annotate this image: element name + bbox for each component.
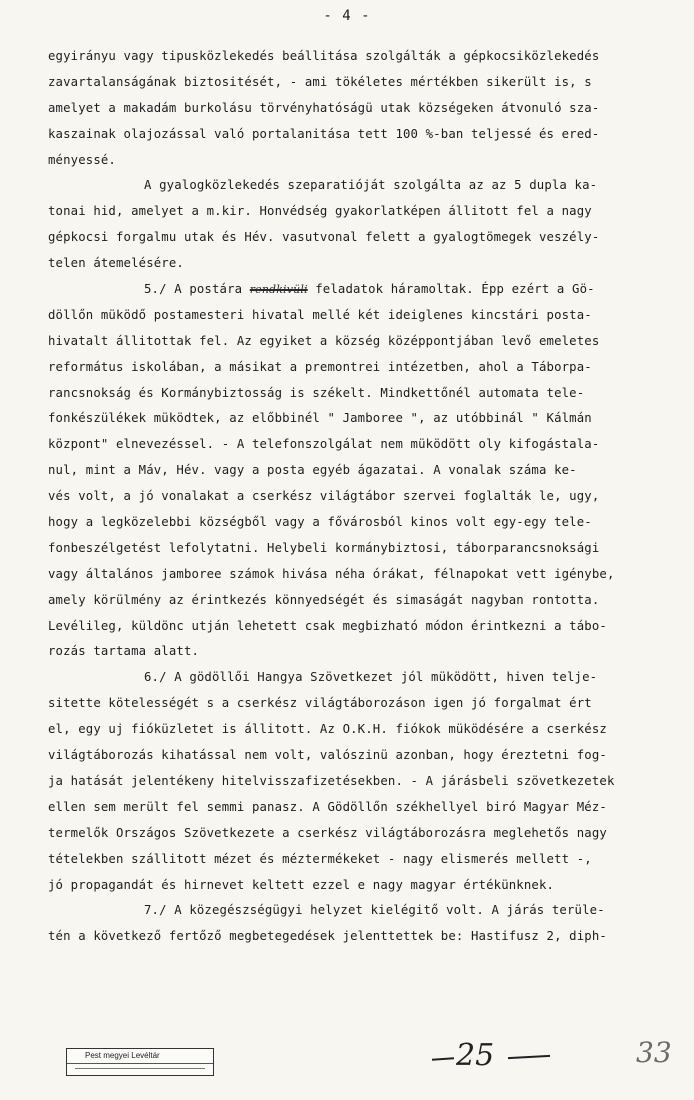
text-line: vagy általános jamboree számok hivása néha órákat, félnapokat vett igénybe, [48, 566, 615, 581]
handwritten-dash [508, 1055, 550, 1059]
handwritten-page-number: 25 [456, 1038, 495, 1073]
folio-number: 33 [636, 1036, 672, 1069]
text-line: zavartalanságának biztositését, - ami tökéletes mértékben sikerült is, s [48, 74, 592, 89]
text-fragment: 5./ A postára [144, 282, 250, 297]
text-line: jó propagandát és hirnevet keltett ezzel e nagy magyar értékünknek. [48, 877, 555, 892]
paragraph-start-line: 7./ A közegészségügyi helyzet kielégitő volt. A járás terüle- [144, 903, 605, 918]
text-line: Levélileg, küldönc utján lehetett csak megbizható módon érintkezni a tábo- [48, 618, 607, 633]
text-line: tén a következő fertőző megbetegedések jelenttettek be: Hastifusz 2, diph- [48, 929, 607, 944]
text-line: központ" elnevezéssel. - A telefonszolgálat nem müködött oly kifogástala- [48, 437, 600, 452]
text-line: amelyet a makadám burkolásu törvényhatóságü utak községeken átvonuló sza- [48, 100, 600, 115]
text-line: vés volt, a jó vonalakat a cserkész világtábor szervei foglalták le, ugy, [48, 489, 600, 504]
text-line: ja hatását jelentékeny hitelvisszafizetésekben. - A járásbeli szövetkezetek [48, 773, 615, 788]
text-line: ellen sem merült fel semmi panasz. A Gödöllőn székhellyel biró Magyar Méz- [48, 799, 607, 814]
stamp-label: Pest megyei Levéltár [67, 1049, 213, 1064]
archive-stamp [66, 1048, 214, 1076]
text-line: világtáborozás kihatással nem volt, valószinü azonban, hogy éreztetni fog- [48, 748, 607, 763]
text-line: termelők Országos Szövetkezete a cserkész világtáborozásra meglehetős nagy [48, 825, 607, 840]
text-line: amely körülmény az érintkezés könnyedségét és simaságát nagyban rontotta. [48, 592, 600, 607]
text-line: kaszainak olajozással való portalanitása tett 100 %-ban teljessé és ered- [48, 126, 600, 141]
text-fragment: feladatok háramoltak. Épp ezért a Gö- [307, 282, 595, 297]
text-line: tonai hid, amelyet a m.kir. Honvédség gyakorlatképen állitott fel a nagy [48, 204, 592, 219]
text-line: sitette kötelességét s a cserkész világtáborozáson igen jó forgalmat ért [48, 696, 592, 711]
text-line: egyirányu vagy tipusközlekedés beállitása szolgálták a gépkocsiközlekedés [48, 49, 600, 63]
struck-out-word: rendkivüli [249, 283, 308, 297]
text-line: döllőn müködő postamesteri hivatal mellé két ideiglenes kincstári posta- [48, 307, 592, 322]
paragraph-start-line: A gyalogközlekedés szeparatióját szolgálta az az 5 dupla ka- [144, 178, 598, 193]
handwritten-dash [432, 1057, 454, 1061]
text-line: telen átemelésére. [48, 256, 184, 271]
text-line: fonkészülékek müködtek, az előbbinél " Jamboree ", az utóbbinál " Kálmán [48, 411, 592, 426]
text-line: el, egy uj fiόküzletet is állitott. Az O.K.H. fiókok müködésére a cserkész [48, 722, 607, 737]
body-text [48, 44, 658, 950]
text-line: gépkocsi forgalmu utak és Hév. vasutvonal felett a gyalogtömegek veszély- [48, 230, 600, 245]
text-line: hogy a legközelebbi községből vagy a fővárosból kinos volt egy-egy tele- [48, 515, 592, 530]
text-line: nul, mint a Máv, Hév. vagy a posta egyéb ágazatai. A vonalak száma ke- [48, 463, 577, 478]
paragraph-start-line: 6./ A gödöllői Hangya Szövetkezet jól müködött, hiven telje- [144, 670, 598, 685]
stamp-divider [75, 1068, 205, 1069]
text-line: tételekben szállitott mézet és méztermékeket - nagy elismerés mellett -, [48, 851, 592, 866]
text-line: rozás tartama alatt. [48, 644, 200, 659]
paragraph-start-line [48, 277, 658, 303]
text-line: református iskolában, a másikat a premontrei intézetben, ahol a Táborpa- [48, 359, 592, 374]
text-line: rancsnokság és Kormánybiztosság is székelt. Mindkettőnél automata tele- [48, 385, 585, 400]
text-line: ményessé. [48, 152, 116, 167]
text-line: fonbeszélgetést lefolytatni. Helybeli kormánybiztosi, táborparancsnoksági [48, 540, 600, 555]
page-number: - 4 - [323, 8, 371, 24]
text-line: hivatalt állitottak fel. Az egyiket a község középpontjában levő emeletes [48, 333, 600, 348]
